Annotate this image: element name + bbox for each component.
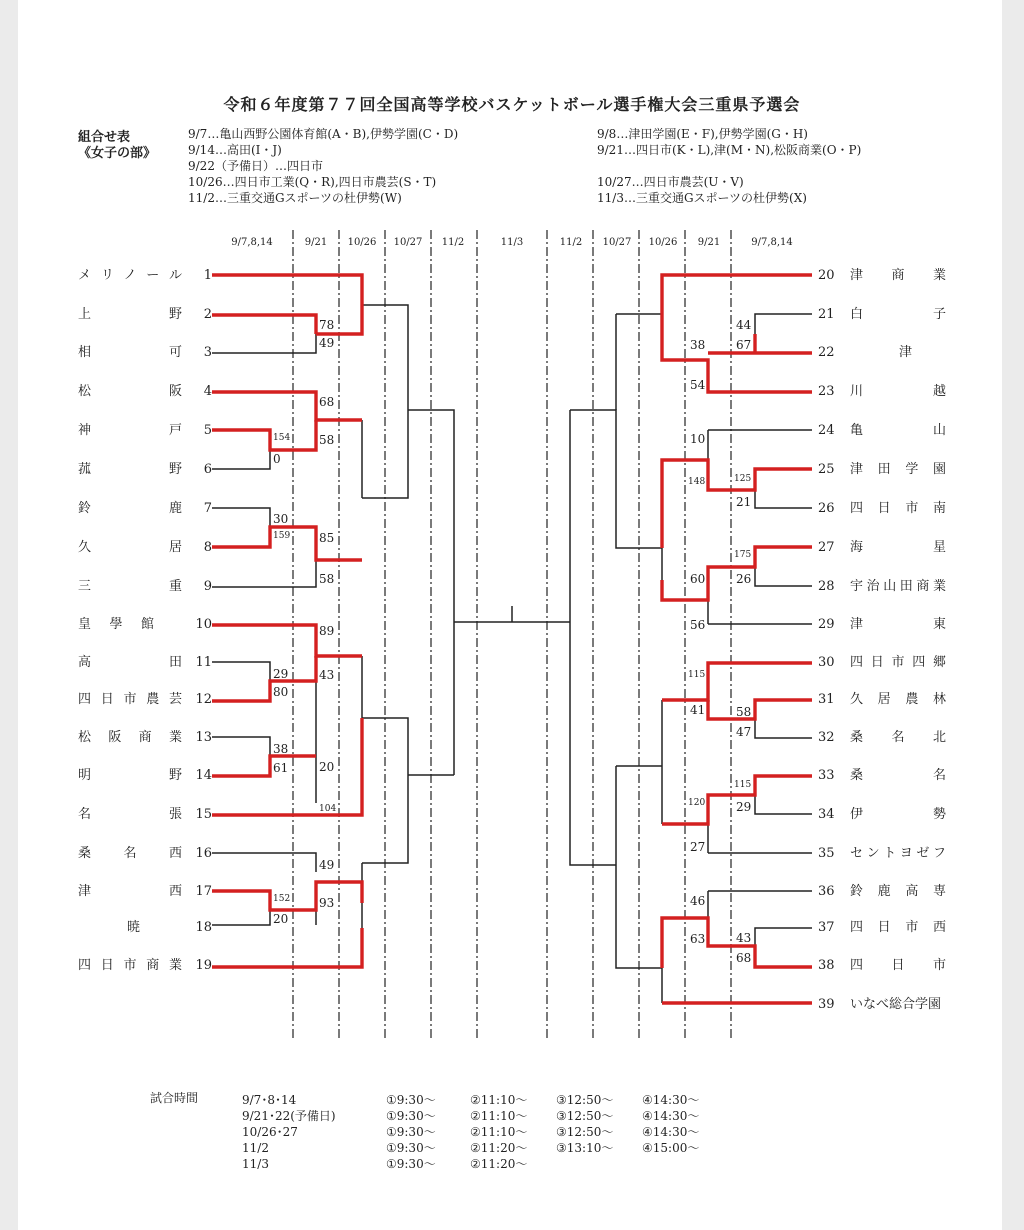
- time-slot: ①9:30～: [386, 1109, 436, 1123]
- score: 38: [690, 338, 706, 352]
- time-slot: ④14:30～: [642, 1125, 700, 1139]
- team-name: 皇學館: [78, 617, 154, 632]
- team-number: 28: [818, 579, 835, 594]
- team-number: 37: [818, 920, 835, 935]
- winner-line: [212, 756, 316, 776]
- team-name: 上野: [78, 307, 182, 322]
- team-number: 23: [818, 384, 835, 399]
- schedule-line: 9/7…亀山西野公園体育館(A・B),伊勢学園(C・D): [188, 127, 459, 141]
- time-date: 9/21･22(予備日): [242, 1109, 336, 1123]
- team-number: 4: [203, 384, 212, 399]
- bracket-line: [212, 334, 316, 353]
- team-name: 四日市西: [850, 920, 946, 935]
- team-number: 12: [195, 692, 212, 707]
- team-number: 11: [195, 655, 212, 670]
- time-slot: ③12:50～: [556, 1109, 614, 1123]
- team-number: 35: [818, 846, 835, 861]
- score: 68: [736, 951, 752, 965]
- winner-line: [708, 334, 812, 353]
- team-name: 神戸: [78, 423, 182, 438]
- score: 49: [319, 858, 335, 872]
- score: 89: [319, 624, 335, 638]
- team-name: 川越: [850, 384, 946, 399]
- team-name: 鈴鹿高専: [850, 884, 946, 899]
- bracket-line: [212, 450, 270, 469]
- col-label: 10/27: [602, 237, 632, 248]
- score: 154: [273, 433, 291, 443]
- time-row: [242, 1155, 556, 1172]
- bracket-line: [212, 910, 270, 925]
- team-name: 宇治山田商業: [850, 579, 946, 594]
- col-label: 11/2: [559, 237, 583, 248]
- time-slot: ③12:50～: [556, 1093, 614, 1107]
- team-name: 津: [898, 345, 912, 360]
- team-name: 相可: [78, 345, 182, 360]
- score: 10: [690, 432, 706, 446]
- score: 47: [736, 725, 752, 739]
- team-name: 白子: [850, 307, 946, 322]
- team-number: 15: [195, 807, 212, 822]
- team-name: セントヨゼフ: [850, 846, 946, 861]
- score: 58: [736, 705, 752, 719]
- schedule-line: 9/21…四日市(K・L),津(M・N),松阪商業(O・P): [597, 143, 862, 157]
- time-slot: ③13:10～: [556, 1141, 614, 1155]
- team-name: 四日市: [850, 958, 946, 973]
- team-number: 20: [818, 268, 835, 283]
- team-number: 7: [203, 501, 212, 516]
- score: 21: [736, 495, 752, 509]
- time-slot: ②11:10～: [470, 1109, 528, 1123]
- team-name: 海星: [850, 540, 946, 555]
- time-slot: ②11:20～: [470, 1157, 528, 1171]
- winner-lines: [212, 275, 812, 1003]
- team-number: 38: [818, 958, 835, 973]
- time-slot: ④15:00～: [642, 1141, 700, 1155]
- score: 104: [319, 804, 337, 814]
- score: 26: [736, 572, 752, 586]
- team-number: 10: [195, 617, 212, 632]
- team-name: 松阪商業: [78, 730, 182, 745]
- team-number: 36: [818, 884, 835, 899]
- score: 0: [273, 452, 281, 466]
- schedule-line: 9/8…津田学園(E・F),伊勢学園(G・H): [597, 127, 808, 141]
- time-slot: ②11:10～: [470, 1125, 528, 1139]
- time-slot: ①9:30～: [386, 1141, 436, 1155]
- team-number: 24: [818, 423, 835, 438]
- col-label: 11/2: [441, 237, 465, 248]
- time-slot: ①9:30～: [386, 1125, 436, 1139]
- team-name: 四日市四郷: [850, 655, 946, 670]
- team-name: 暁: [126, 920, 140, 935]
- page-title: 令和６年度第７７回全国高等学校バスケットボール選手権大会三重県予選会: [223, 95, 801, 114]
- score: 175: [734, 550, 752, 560]
- team-name: 桑名: [850, 768, 946, 783]
- bracket-line: [755, 795, 812, 814]
- score: 125: [734, 474, 752, 484]
- bracket-line: [212, 662, 270, 681]
- col-label: 9/7,8,14: [231, 237, 273, 248]
- score: 46: [690, 894, 706, 908]
- schedule-line: 9/14…高田(I・J): [188, 143, 282, 157]
- team-name: 四日市商業: [78, 958, 182, 973]
- match-times-label: 試合時間: [150, 1091, 199, 1105]
- bracket-line: [755, 928, 812, 946]
- winner-line: [212, 315, 316, 334]
- schedule-line: 10/26…四日市工業(Q・R),四日市農芸(S・T): [188, 175, 437, 189]
- team-name: 明野: [78, 768, 182, 783]
- team-name: 伊勢: [850, 807, 946, 822]
- bracket-label: 組合せ表: [78, 130, 131, 145]
- score: 63: [690, 932, 706, 946]
- black-lines: [212, 296, 812, 1003]
- team-number: 29: [818, 617, 835, 632]
- team-name: 津西: [78, 884, 182, 899]
- team-number: 16: [195, 846, 212, 861]
- score: 60: [690, 572, 706, 586]
- bracket-line: [362, 718, 408, 863]
- score: 54: [690, 378, 706, 392]
- bracket-line: [755, 567, 812, 586]
- time-row: [242, 1091, 699, 1108]
- team-name: 名張: [78, 807, 182, 822]
- team-number: 27: [818, 540, 835, 555]
- team-number: 3: [203, 345, 212, 360]
- col-label: 11/3: [500, 237, 524, 248]
- schedule-line: 10/27…四日市農芸(U・V): [597, 175, 744, 189]
- score: 43: [319, 668, 335, 682]
- team-number: 1: [203, 268, 212, 283]
- score: 68: [319, 395, 335, 409]
- bracket-line: [212, 737, 270, 756]
- score: 67: [736, 338, 752, 352]
- col-label: 10/26: [347, 237, 377, 248]
- score: 44: [736, 318, 752, 332]
- score: 93: [319, 896, 335, 910]
- team-name: 津田学園: [850, 462, 946, 477]
- time-slot: ④14:30～: [642, 1109, 700, 1123]
- bracket-line: [755, 490, 812, 508]
- team-number: 2: [203, 307, 212, 322]
- score: 159: [273, 531, 291, 541]
- bracket-line: [212, 527, 316, 587]
- score: 41: [690, 703, 706, 717]
- team-number: 18: [195, 920, 212, 935]
- time-slot: ④14:30～: [642, 1093, 700, 1107]
- score: 80: [273, 685, 289, 699]
- bracket-line: [212, 508, 270, 527]
- team-number: 26: [818, 501, 835, 516]
- col-label: 9/7,8,14: [751, 237, 793, 248]
- score: 49: [319, 336, 335, 350]
- team-name: いなべ総合学園: [850, 997, 942, 1012]
- team-number: 32: [818, 730, 835, 745]
- team-name: 久居農林: [850, 692, 946, 707]
- bracket-line: [212, 853, 316, 872]
- team-number: 5: [203, 423, 212, 438]
- col-label: 10/27: [393, 237, 423, 248]
- score: 29: [736, 800, 752, 814]
- team-name: 桑名西: [78, 846, 182, 861]
- team-number: 34: [818, 807, 835, 822]
- score: 58: [319, 433, 335, 447]
- team-number: 13: [195, 730, 212, 745]
- team-number: 25: [818, 462, 835, 477]
- bracket-line: [755, 314, 812, 334]
- winner-line: [708, 700, 812, 719]
- schedule-line: 9/22（予備日）…四日市: [188, 159, 323, 173]
- score: 27: [690, 840, 706, 854]
- score: 115: [688, 670, 706, 680]
- schedule-line: 11/3…三重交通Gスポーツの杜伊勢(X): [597, 191, 807, 205]
- col-label: 10/26: [648, 237, 678, 248]
- schedule-line: 11/2…三重交通Gスポーツの杜伊勢(W): [188, 191, 402, 205]
- time-row: [242, 1107, 699, 1124]
- team-number: 39: [818, 997, 835, 1012]
- score: 61: [273, 761, 289, 775]
- team-name: 松阪: [78, 384, 182, 399]
- score: 115: [734, 780, 752, 790]
- team-number: 8: [203, 540, 212, 555]
- team-number: 19: [195, 958, 212, 973]
- score: 30: [273, 512, 289, 526]
- time-date: 9/7･8･14: [242, 1093, 297, 1107]
- team-name: 桑名北: [850, 730, 946, 745]
- time-row: [242, 1139, 699, 1156]
- score: 38: [273, 742, 289, 756]
- score: 78: [319, 318, 335, 332]
- score: 43: [736, 931, 752, 945]
- division-label: 《女子の部》: [78, 146, 157, 161]
- time-row: [242, 1123, 699, 1140]
- score: 20: [319, 760, 335, 774]
- team-name: 鈴鹿: [78, 501, 182, 516]
- team-number: 14: [195, 768, 212, 783]
- col-label: 9/21: [697, 237, 721, 248]
- score: 56: [690, 618, 706, 632]
- score: 29: [273, 667, 289, 681]
- score: 85: [319, 531, 335, 545]
- team-number: 31: [818, 692, 835, 707]
- team-number: 30: [818, 655, 835, 670]
- bracket-line: [755, 719, 812, 738]
- team-number: 17: [195, 884, 212, 899]
- score: 20: [273, 912, 289, 926]
- team-number: 21: [818, 307, 835, 322]
- time-date: 10/26･27: [242, 1125, 298, 1139]
- score: 120: [688, 798, 706, 808]
- score: 152: [273, 894, 291, 904]
- team-name: 高田: [78, 655, 182, 670]
- team-name: 四日市農芸: [78, 692, 182, 707]
- team-number: 9: [203, 579, 212, 594]
- team-name: 三重: [78, 579, 182, 594]
- team-number: 6: [203, 462, 212, 477]
- score: 58: [319, 572, 335, 586]
- time-slot: ①9:30～: [386, 1157, 436, 1171]
- time-date: 11/3: [242, 1157, 269, 1171]
- team-name: 津東: [850, 617, 946, 632]
- team-number: 33: [818, 768, 835, 783]
- team-number: 22: [818, 345, 835, 360]
- time-slot: ②11:10～: [470, 1093, 528, 1107]
- time-slot: ①9:30～: [386, 1093, 436, 1107]
- col-label: 9/21: [304, 237, 328, 248]
- team-name: 四日市南: [850, 501, 946, 516]
- winner-line: [212, 420, 316, 450]
- time-slot: ②11:20～: [470, 1141, 528, 1155]
- team-name: メリノール: [78, 268, 182, 283]
- team-name: 久居: [78, 540, 182, 555]
- team-name: 津商業: [850, 268, 946, 283]
- time-date: 11/2: [242, 1141, 269, 1155]
- score: 148: [688, 477, 706, 487]
- bracket-line: [570, 410, 662, 548]
- team-name: 菰野: [78, 462, 182, 477]
- team-name: 亀山: [850, 423, 946, 438]
- time-slot: ③12:50～: [556, 1125, 614, 1139]
